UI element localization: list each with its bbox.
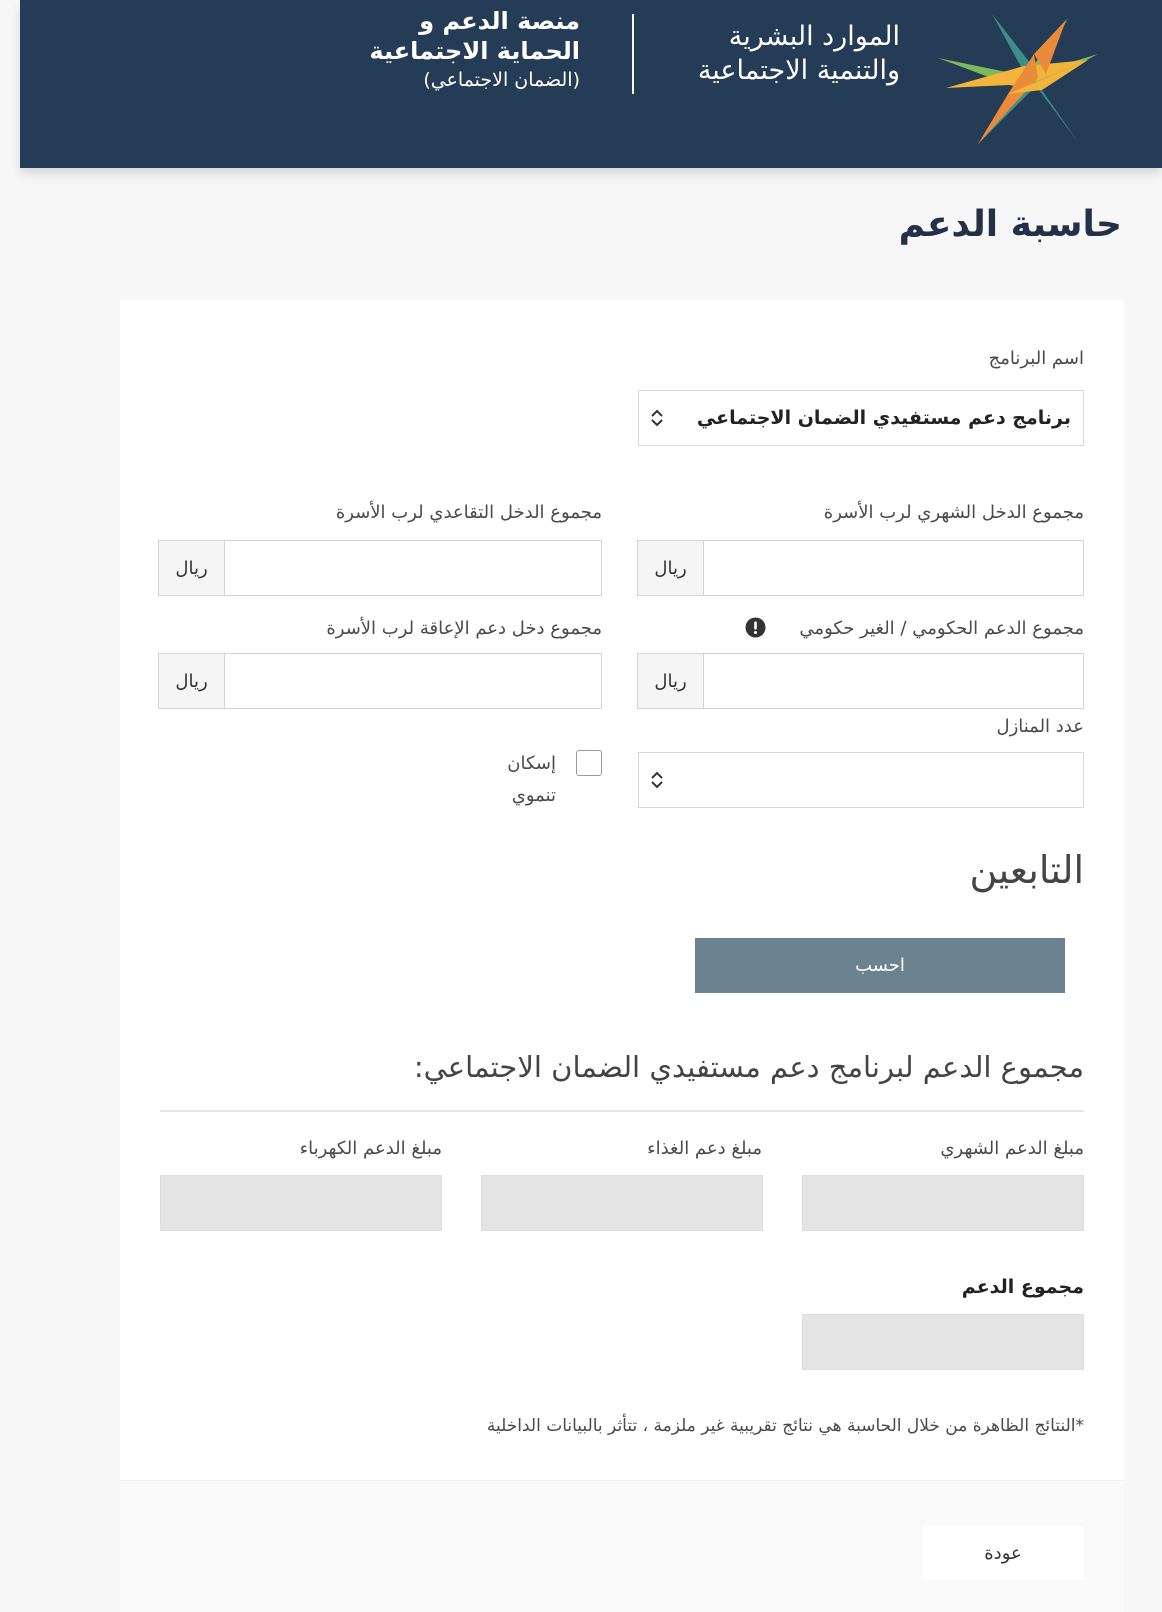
- platform-name: [320, 6, 580, 94]
- program-selected-value: برنامج دعم مستفيدي الضمان الاجتماعي: [696, 407, 1071, 429]
- back-button[interactable]: عودة: [922, 1526, 1084, 1580]
- disability-income-label: مجموع دخل دعم الإعاقة لرب الأسرة: [326, 618, 602, 639]
- gov-support-input[interactable]: [704, 654, 1083, 708]
- platform-line3: (الضمان الاجتماعي): [423, 69, 580, 91]
- monthly-income-field: [637, 540, 1084, 596]
- electricity-support-label: مبلغ الدعم الكهرباء: [299, 1138, 442, 1159]
- calculate-button[interactable]: احسب: [695, 938, 1065, 993]
- disability-income-field: [158, 653, 602, 709]
- disclaimer-text: *النتائج الظاهرة من خلال الحاسبة هي نتائج تقريبية غير ملزمة ، تتأثر بالبيانات الداخلية: [486, 1416, 1084, 1436]
- monthly-income-label: مجموع الدخل الشهري لرب الأسرة: [823, 502, 1084, 523]
- electricity-support-output: [160, 1175, 442, 1231]
- food-support-output: [481, 1175, 763, 1231]
- platform-line2: الحماية الاجتماعية: [369, 37, 580, 65]
- housing-checkbox-label[interactable]: [476, 748, 556, 812]
- dependents-title: التابعين: [969, 848, 1084, 892]
- currency-addon: ريال: [159, 654, 225, 708]
- total-support-output: [802, 1314, 1084, 1370]
- homes-label: عدد المنازل: [996, 716, 1084, 737]
- retirement-income-input[interactable]: [225, 541, 601, 595]
- homes-select[interactable]: [638, 752, 1084, 808]
- monthly-income-input[interactable]: [704, 541, 1083, 595]
- housing-label-line2: تنموي: [511, 785, 556, 806]
- org-name: [640, 20, 900, 88]
- disability-income-input[interactable]: [225, 654, 601, 708]
- select-arrows-icon: [649, 770, 665, 790]
- site-header: [20, 0, 1162, 168]
- monthly-support-output: [802, 1175, 1084, 1231]
- housing-label-line1: إسكان: [507, 753, 556, 774]
- header-divider: [632, 14, 634, 94]
- page-title: حاسبة الدعم: [898, 204, 1122, 245]
- food-support-label: مبلغ دعم الغذاء: [647, 1138, 762, 1159]
- retirement-income-label: مجموع الدخل التقاعدي لرب الأسرة: [335, 502, 602, 523]
- results-title: مجموع الدعم لبرنامج دعم مستفيدي الضمان الاجتماعي:: [413, 1050, 1084, 1084]
- currency-addon: ريال: [638, 654, 704, 708]
- retirement-income-field: [158, 540, 602, 596]
- monthly-support-label: مبلغ الدعم الشهري: [940, 1138, 1084, 1159]
- info-icon[interactable]: [745, 617, 766, 638]
- total-support-label: مجموع الدعم: [961, 1276, 1084, 1298]
- star-logo-icon: [938, 14, 1104, 148]
- program-label: اسم البرنامج: [988, 348, 1084, 369]
- currency-addon: ريال: [638, 541, 704, 595]
- platform-line1: منصة الدعم و: [419, 7, 580, 35]
- gov-support-label: مجموع الدعم الحكومي / الغير حكومي: [799, 618, 1084, 639]
- housing-checkbox[interactable]: [576, 750, 602, 776]
- org-name-line1: الموارد البشرية: [728, 21, 900, 52]
- results-divider: [160, 1110, 1084, 1112]
- gov-support-field: [637, 653, 1084, 709]
- currency-addon: ريال: [159, 541, 225, 595]
- select-arrows-icon: [649, 408, 665, 428]
- program-select[interactable]: [638, 390, 1084, 446]
- org-name-line2: والتنمية الاجتماعية: [697, 55, 900, 86]
